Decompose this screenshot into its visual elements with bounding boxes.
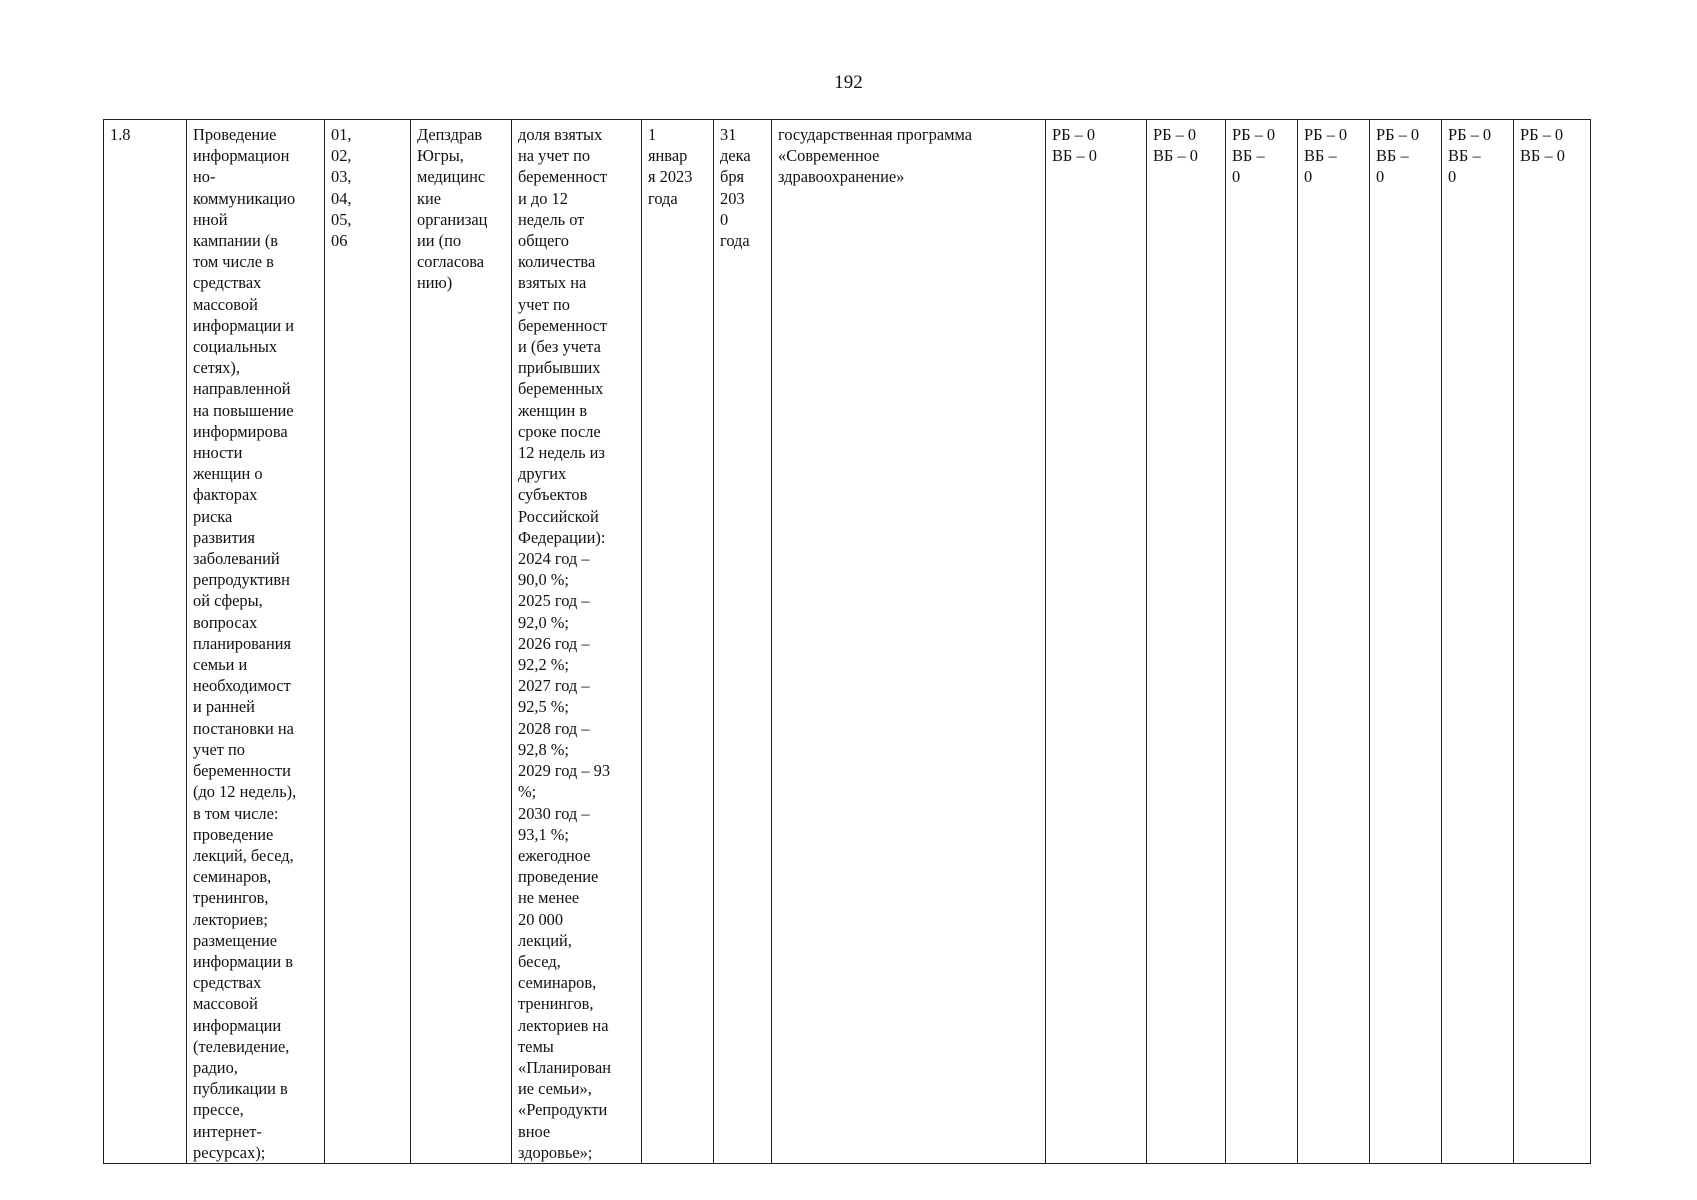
codes-cell: 01, 02, 03, 04, 05, 06 xyxy=(325,120,411,1164)
page-number: 192 xyxy=(834,72,863,93)
program-cell: государственная программа «Современное здравоохранение» xyxy=(772,120,1046,1164)
funding-cell: РБ – 0 ВБ – 0 xyxy=(1226,120,1298,1164)
activity-table xyxy=(103,119,1591,1164)
funding-cell: РБ – 0 ВБ – 0 xyxy=(1514,120,1591,1164)
start-date-cell: 1 январ я 2023 года xyxy=(642,120,714,1164)
end-date-cell: 31 дека бря 203 0 года xyxy=(714,120,772,1164)
row-number-cell: 1.8 xyxy=(104,120,187,1164)
funding-cell: РБ – 0 ВБ – 0 xyxy=(1147,120,1226,1164)
funding-cell: РБ – 0 ВБ – 0 xyxy=(1442,120,1514,1164)
funding-cell: РБ – 0 ВБ – 0 xyxy=(1298,120,1370,1164)
executor-cell: Депздрав Югры, медицинс кие организац ии (по согласова нию) xyxy=(411,120,512,1164)
indicator-cell: доля взятых на учет по беременност и до 12 недель от общего количества взятых на учет по беременност и (без учета прибывших беременных женщин в сроке после 12 недель из других субъектов Российской Федерации): 2024 год – 90,0 %; 2025 год – 92,0 %; 2026 год – 92,2 %; 2027 год – 92,5 %; 2028 год – 92,8 %; 2029 год – 93 %; 2030 год – 93,1 %; ежегодное проведение не менее 20 000 лекций, бесед, семинаров, тренингов, лекториев на темы «Планирован ие семьи», «Репродукти вное здоровье»; xyxy=(512,120,642,1164)
table-row xyxy=(104,120,1591,1164)
funding-cell: РБ – 0 ВБ – 0 xyxy=(1370,120,1442,1164)
activity-description-cell: Проведение информацион но- коммуникацио нной кампании (в том числе в средствах массовой информации и социальных сетях), направленной на повышение информирова нности женщин о факторах риска развития заболеваний репродуктивн ой сферы, вопросах планирования семьи и необходимост и ранней постановки на учет по беременности (до 12 недель), в том числе: проведение лекций, бесед, семинаров, тренингов, лекториев; размещение информации в средствах массовой информации (телевидение, радио, публикации в прессе, интернет- ресурсах); xyxy=(187,120,325,1164)
funding-cell: РБ – 0 ВБ – 0 xyxy=(1046,120,1147,1164)
